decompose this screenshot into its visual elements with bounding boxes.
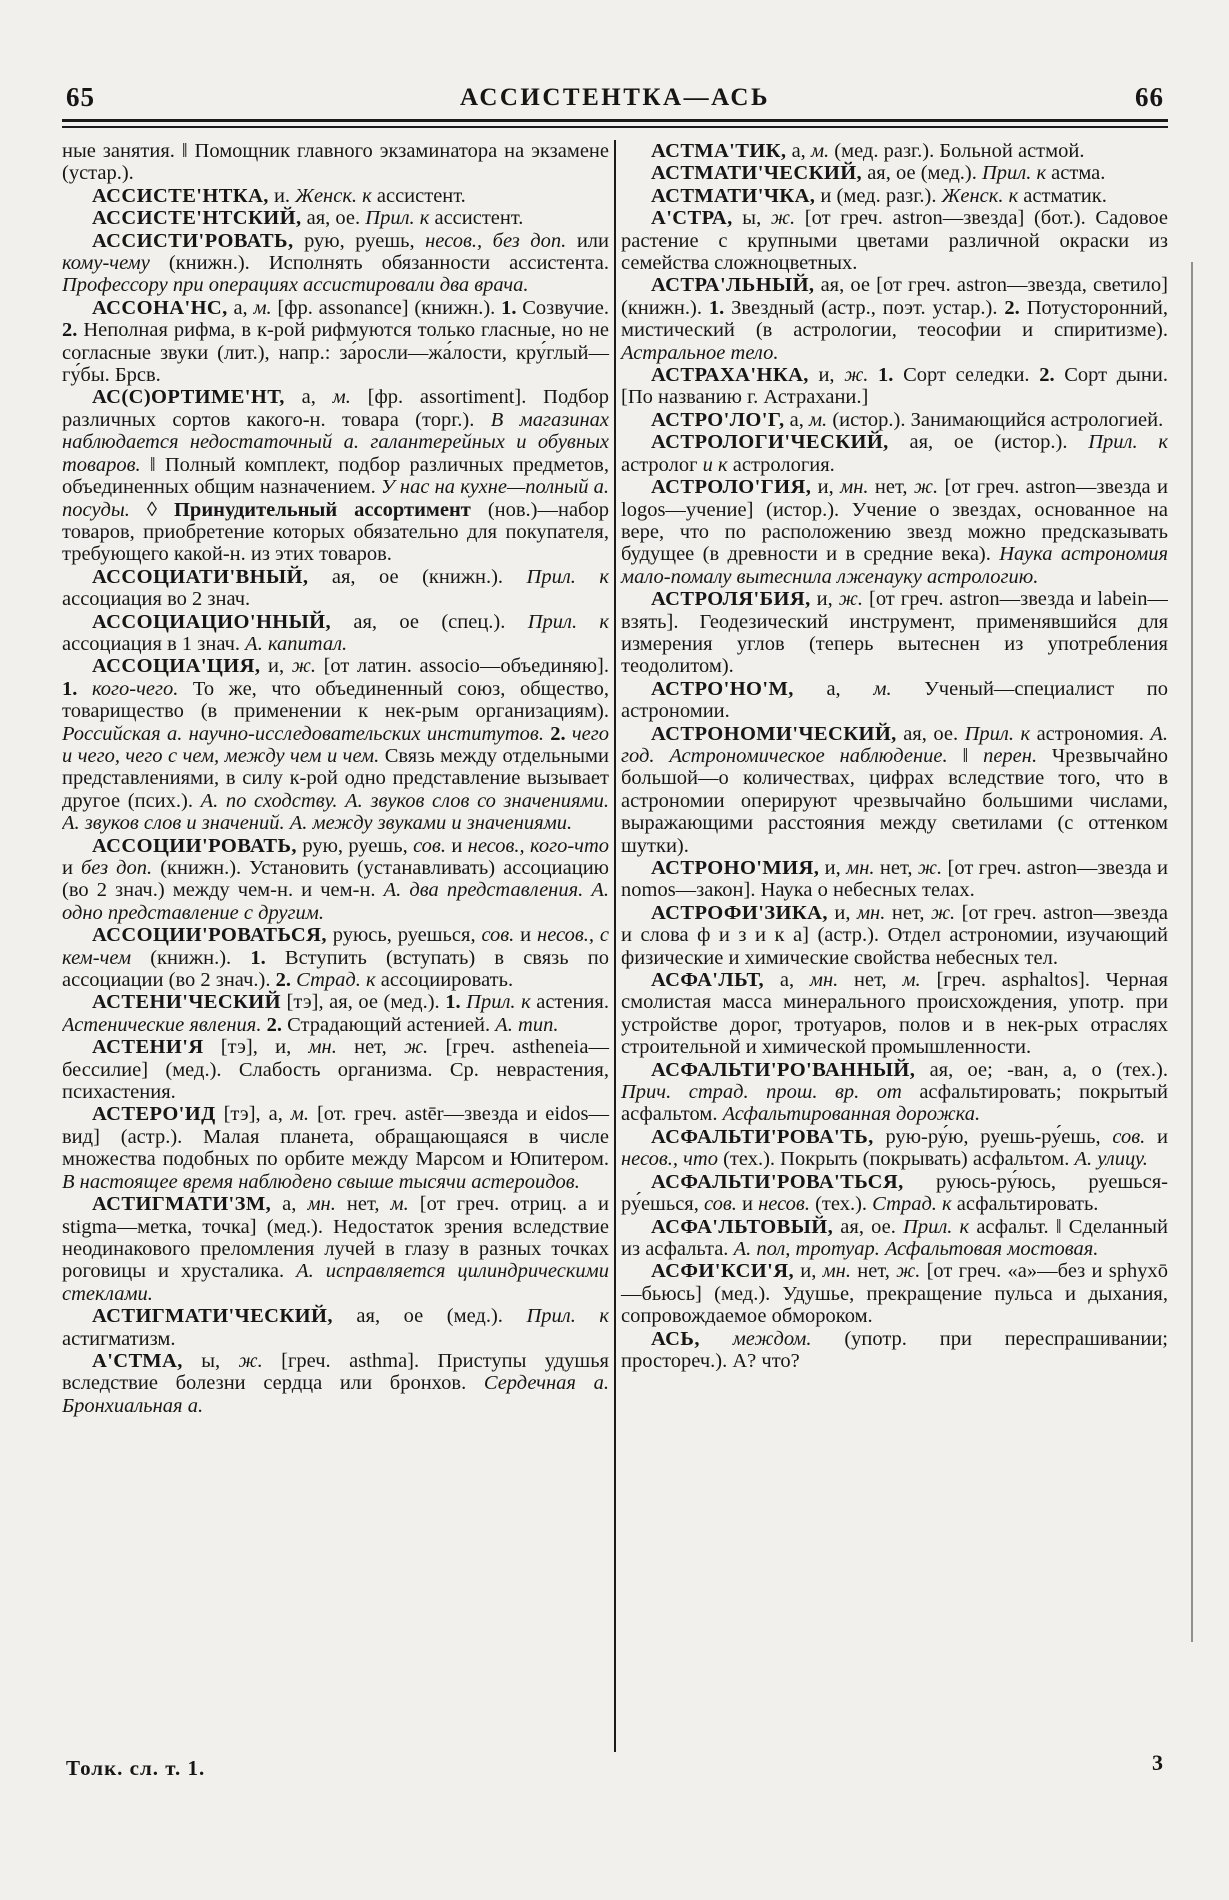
text-run: [от греч. отриц. а и stigma—метка, точка] (мед.). Недостаток зрения вследствие неодинакового преломления лучей в глазу в разных точках роговицы и хрусталика.	[62, 1193, 609, 1283]
text-run: ‖ Полный комплект, подбор различных предметов, объединенных общим назначением.	[62, 453, 609, 499]
text-run: руюсь-ру́юсь, руешься-ру́ешься,	[621, 1170, 1168, 1216]
text-run: (употр. при переспрашивании; простореч.). А? что?	[621, 1327, 1168, 1372]
text-run: [от латин. associo—объединяю].	[315, 655, 609, 678]
text-run: А. пол, тротуар. Асфальтовая мостовая.	[733, 1237, 1099, 1260]
dictionary-entry	[62, 297, 609, 387]
text-run: м.	[808, 408, 828, 431]
text-run: ассистент.	[429, 207, 524, 230]
headword: АСТРОНОМИ'ЧЕСКИЙ,	[651, 722, 897, 745]
text-run: мн.	[809, 969, 839, 992]
text-run: У нас на кухне—полный а. посуды.	[62, 476, 609, 521]
dictionary-entry	[621, 857, 1168, 902]
dictionary-entry	[62, 991, 609, 1036]
text-run: сов.	[481, 924, 515, 947]
text-run: Чрезвычайно большой—о количествах, цифрах вследствие того, что в астрономии оперируют чрезвычайно большими числами, выражающими расстояния между светилами (с оттенком шутки).	[621, 744, 1168, 857]
text-run: Страд. к	[872, 1193, 952, 1216]
dictionary-entry	[621, 185, 1168, 207]
scan-artifact-line	[1191, 262, 1193, 1642]
text-run: (книжн.). Исполнять обязанности ассистента.	[149, 252, 609, 275]
text-run: ж.	[838, 588, 863, 611]
text-run: [тэ], а,	[215, 1103, 291, 1126]
text-run: асфальтировать; покрытый асфальтом.	[621, 1081, 1168, 1126]
text-run: Ученый—специалист по астрономии.	[621, 677, 1168, 723]
text-run: Неполная рифма, в к-рой рифмуются только гласные, но не согласные звуки (лит.), напр.: за́росли—жа́лости, кру́глый—гу́бы. Брсв.	[62, 319, 609, 387]
dictionary-entry	[62, 1193, 609, 1305]
text-run: 2.	[62, 319, 78, 342]
page-number-left: 65	[66, 82, 95, 112]
dictionary-entry	[621, 364, 1168, 409]
text-run: ные занятия. ‖ Помощник главного экзаминатора на экзамене (устар.).	[62, 140, 609, 185]
dictionary-entry	[62, 1103, 609, 1193]
dictionary-entry	[62, 1350, 609, 1417]
text-run: [от греч. astron—звезда] (бот.). Садовое растение с крупными цветами различной окраски из семейства сложноцветных.	[621, 207, 1168, 275]
text-run: астролог	[621, 453, 703, 476]
text-run: [греч. astheneia—бессилие] (мед.). Слабость организма. Ср. неврастения, психастения.	[62, 1036, 609, 1104]
headword: АССОЦИИ'РОВАТЬСЯ,	[92, 924, 327, 947]
headword: АСТРОФИ'ЗИКА,	[651, 901, 828, 924]
dictionary-entry	[62, 566, 609, 611]
text-run: и	[445, 834, 468, 857]
text-run: м.	[290, 1103, 309, 1126]
text-run: 1.	[445, 991, 461, 1014]
text-run: ая, ое.	[896, 722, 965, 745]
dictionary-entry	[621, 162, 1168, 184]
text-run: а,	[227, 296, 254, 319]
text-run: ◊	[129, 498, 174, 521]
text-run: А. два представления. А. одно представление с другим.	[62, 879, 610, 924]
text-run: То же, что объединенный союз, общество, товарищество (в применении к нек-рым организациям).	[62, 677, 609, 723]
text-run: мн.	[822, 1260, 851, 1283]
text-run: мн.	[846, 857, 875, 879]
headword: АСТЕНИ'ЧЕСКИЙ	[92, 991, 281, 1014]
text-run: ы,	[732, 207, 771, 230]
text-run: ассоциация во 2 знач.	[62, 588, 251, 611]
headword: АСФАЛЬТИ'РО'ВАННЫЙ,	[651, 1058, 916, 1081]
text-run: ‖	[947, 744, 984, 767]
text-run: а,	[284, 386, 333, 409]
text-run: и,	[808, 364, 845, 387]
text-run: Сердечная а. Бронхиальная а.	[62, 1372, 609, 1417]
text-run: астма.	[1046, 162, 1106, 185]
text-run: (мед. разг.). Больной астмой.	[829, 140, 1085, 162]
text-run: сов.	[703, 1193, 737, 1216]
dictionary-entry	[62, 230, 609, 297]
text-run: а,	[793, 677, 874, 700]
text-run: Российская а. научно-исследовательских институтов.	[62, 722, 544, 745]
continuation-paragraph	[62, 140, 609, 185]
text-run: а,	[764, 969, 810, 992]
text-run: ая, ое (истор.).	[888, 431, 1089, 454]
header-title: АССИСТЕНТКА—АСЬ	[460, 84, 770, 111]
text-run: м.	[810, 140, 830, 162]
text-run: Асфальтированная дорожка.	[722, 1103, 981, 1126]
text-run: В настоящее время наблюдено свыше тысячи астероидов.	[62, 1170, 580, 1193]
header-double-rule	[62, 119, 1168, 128]
text-run: ж.	[917, 857, 943, 879]
headword: АСТРОЛЯ'БИЯ,	[651, 588, 811, 611]
headword: АССОЦИА'ЦИЯ,	[92, 655, 261, 678]
text-run: А. исправляется цилиндрическими стеклами.	[62, 1260, 610, 1305]
text-run: ж.	[896, 1260, 921, 1283]
text-run: астигматизм.	[62, 1327, 176, 1350]
text-run: междом.	[732, 1327, 812, 1350]
dictionary-entry	[621, 1328, 1168, 1373]
dictionary-entry	[62, 611, 609, 656]
text-run: 2.	[275, 969, 291, 992]
dictionary-entry	[621, 476, 1168, 588]
text-run: 2.	[1039, 364, 1055, 387]
text-run: ая, ое [от греч. astron—звезда, светило] (книжн.).	[621, 274, 1168, 319]
headword: АСФА'ЛЬТОВЫЙ,	[651, 1215, 834, 1238]
dictionary-entry	[621, 902, 1168, 969]
text-run: Принудительный ассортимент	[173, 498, 471, 521]
column-divider	[614, 140, 616, 1752]
dictionary-entry	[621, 588, 1168, 678]
text-run: [фр. assonance] (книжн.).	[271, 296, 502, 319]
dictionary-entry	[621, 409, 1168, 431]
headword: АСТЕНИ'Я	[92, 1036, 204, 1059]
dictionary-entry	[621, 274, 1168, 364]
text-run: Астенические явления.	[62, 1013, 262, 1036]
text-run: и,	[810, 588, 839, 611]
text-run: ая, ое; -ван, а, о (тех.).	[915, 1058, 1168, 1081]
text-run: ая, ое.	[301, 207, 366, 230]
text-run: астения.	[530, 991, 609, 1014]
text-run: несов.	[758, 1193, 810, 1216]
text-run: несов., с кем-чем	[62, 924, 609, 969]
text-run: и,	[827, 901, 857, 924]
text-run: Связь между отдельными представлениями, в силу к-рой одно представление вызывает другое (псих.).	[62, 744, 609, 812]
headword: АССОЦИАТИ'ВНЫЙ,	[92, 565, 309, 588]
text-run: ж.	[238, 1349, 263, 1372]
dictionary-entry	[621, 969, 1168, 1059]
text-run: нет,	[850, 1260, 897, 1283]
text-run: Женск. к	[295, 184, 372, 207]
headword: АСТРО'НО'М,	[651, 677, 794, 700]
text-run: кого-чего.	[77, 677, 179, 700]
text-run: Вступить (вступать) в связь по ассоциации (во 2 знач.).	[62, 946, 609, 992]
headword: АССОЦИИ'РОВАТЬ,	[92, 834, 297, 857]
headword: АССИСТЕ'НТКА,	[92, 184, 269, 207]
text-run: и	[1145, 1125, 1168, 1148]
text-run: перен.	[983, 744, 1038, 767]
text-run: ая, ое (книжн.).	[308, 565, 527, 588]
text-run: рую-ру́ю, руешь-ру́ешь,	[873, 1125, 1113, 1148]
headword: АСФИ'КСИ'Я,	[651, 1260, 794, 1283]
text-run: [от. греч. astēr—звезда и eidos—вид] (астр.). Малая планета, обращающаяся в числе множества подобных по орбите между Марсом и Юпитером.	[62, 1103, 609, 1171]
text-run: и (мед. разг.).	[815, 184, 942, 207]
dictionary-entry	[62, 1036, 609, 1103]
text-run: ая, ое.	[833, 1215, 904, 1238]
text-run: А. капитал.	[245, 632, 348, 655]
text-run: (нов.)—набор товаров, приобретение которых обязательно для покупателя, требующего какой-н. из этих товаров.	[62, 498, 609, 566]
headword: АСЬ,	[651, 1327, 700, 1350]
headword: АСТЕРО'ИД	[92, 1103, 216, 1126]
text-run: ж.	[913, 476, 939, 499]
text-run: рую, руешь,	[296, 834, 414, 857]
right-column	[621, 140, 1168, 1752]
text-run: и,	[811, 476, 841, 499]
headword: АССИСТЕ'НТСКИЙ,	[92, 207, 302, 230]
headword: АСТМАТИ'ЧКА,	[651, 184, 816, 207]
text-run: А. тип.	[495, 1013, 559, 1036]
text-run: [от греч. astron—звезда и labein—взять]. Геодезический инструмент, применявшийся для измерения углов (теперь вытеснен из употребления теодолитом).	[621, 588, 1168, 678]
text-run: астматик.	[1018, 184, 1107, 207]
text-run: а,	[784, 408, 809, 431]
text-run: чего и чего, чего с чем, между чем и чем.	[62, 722, 609, 767]
text-run: м.	[902, 969, 921, 992]
text-run: Наука астрономия мало-помалу вытеснила лженауку астрологию.	[621, 543, 1168, 588]
headword: АССИСТИ'РОВАТЬ,	[92, 229, 294, 252]
text-run: Прил. к	[1088, 431, 1168, 454]
dictionary-entry	[621, 1216, 1168, 1261]
dictionary-entry	[621, 207, 1168, 274]
footer-sheet-number: 3	[1152, 1750, 1163, 1775]
text-run: или	[566, 229, 609, 252]
text-run: 1.	[501, 296, 517, 319]
text-run: мн.	[307, 1193, 336, 1216]
text-run: Прил. к	[527, 610, 609, 633]
text-run: 2.	[266, 1013, 282, 1036]
text-run: Страд. к	[296, 969, 376, 992]
text-run: нет,	[838, 969, 903, 992]
text-run: а,	[786, 140, 811, 162]
text-run: и,	[260, 655, 292, 678]
text-run: асфальтировать.	[951, 1193, 1099, 1216]
dictionary-entry	[62, 924, 609, 991]
text-run: Сорт селедки.	[893, 364, 1040, 387]
text-run: асфальт. ‖ Сделанный из асфальта.	[621, 1215, 1168, 1260]
dictionary-entry	[62, 835, 609, 925]
text-run: [от греч. astron—звезда и слова ф и з и к а] (астр.). Отдел астрономии, изучающий физические и химические свойства небесных тел.	[621, 901, 1168, 969]
text-run: 1.	[250, 946, 266, 969]
text-run: и к	[702, 453, 728, 476]
text-run: Астральное тело.	[621, 341, 779, 364]
text-run: нет,	[335, 1193, 391, 1216]
text-run: ж.	[770, 207, 796, 230]
text-run: Созвучие.	[516, 296, 609, 319]
text-run: ассистент.	[371, 184, 466, 207]
footer-volume-label: Толк. сл. т. 1.	[66, 1756, 206, 1780]
text-run: 1.	[62, 677, 78, 700]
text-run: и	[736, 1193, 759, 1216]
text-run: нет,	[874, 857, 918, 879]
headword: АСТРОЛО'ГИЯ,	[651, 476, 812, 499]
text-run: (тех.). Покрыть (покрывать) асфальтом.	[717, 1148, 1075, 1171]
text-run: а,	[271, 1193, 308, 1216]
text-run: [от греч. «а»—без и sphyxō—бьюсь] (мед.). Удушье, прекращение пульса и дыхания, сопровождаемое обмороком.	[621, 1260, 1168, 1328]
dictionary-entry	[621, 140, 1168, 162]
text-run: (тех.).	[809, 1193, 873, 1216]
dictionary-entry	[621, 431, 1168, 476]
text-run: (истор.). Занимающийся астрологией.	[827, 408, 1164, 431]
page-header	[62, 82, 1168, 114]
text-run: и,	[819, 857, 847, 879]
text-run: ассоциировать.	[375, 969, 514, 992]
text-run: [от греч. astron—звезда и nomos—закон]. Наука о небесных телах.	[621, 857, 1168, 902]
text-run: м.	[873, 677, 892, 700]
text-run: Сорт дыни. [По названию г. Астрахани.]	[621, 364, 1168, 409]
headword: АССОНА'НС,	[92, 296, 228, 319]
text-run: ассоциация в 1 знач.	[62, 632, 246, 655]
text-run: ы,	[182, 1349, 239, 1372]
text-run: А. улицу.	[1074, 1148, 1148, 1171]
headword: АСТИГМАТИ'ЧЕСКИЙ,	[92, 1305, 333, 1328]
headword: АССОЦИАЦИО'ННЫЙ,	[92, 610, 332, 633]
text-run: 2.	[550, 722, 566, 745]
text-run: мн.	[308, 1036, 337, 1059]
headword: АСТРОНО'МИЯ,	[651, 857, 820, 879]
headword: АСФАЛЬТИ'РОВА'ТЬСЯ,	[651, 1170, 904, 1193]
text-run: ж.	[844, 364, 869, 387]
text-run: сов.	[1112, 1125, 1146, 1148]
headword: АСТРАХА'НКА,	[651, 364, 809, 387]
headword: АСФАЛЬТИ'РОВА'ТЬ,	[651, 1125, 874, 1148]
text-run: ж.	[291, 655, 316, 678]
text-run: ая, ое (мед.).	[332, 1305, 527, 1328]
text-run: несов., что	[621, 1148, 718, 1171]
headword: АСТРА'ЛЬНЫЙ,	[651, 274, 815, 297]
text-run: астрономия.	[1030, 722, 1151, 745]
text-run: Профессору при операциях ассистировали два врача.	[62, 274, 529, 297]
text-run: ая, ое (мед.).	[862, 162, 982, 185]
text-run: рую, руешь,	[293, 229, 426, 252]
headword: АСТРОЛОГИ'ЧЕСКИЙ,	[651, 431, 889, 454]
dictionary-entry	[621, 1171, 1168, 1216]
headword: АСТИГМАТИ'ЗМ,	[92, 1193, 272, 1216]
text-run: несов., кого-что	[467, 834, 609, 857]
headword: АСТМА'ТИК,	[651, 140, 787, 162]
text-run: Потусторонний, мистический (в астрологии, теософии и спиритизме).	[621, 296, 1168, 342]
headword: АС(С)ОРТИМЕ'НТ,	[92, 386, 285, 409]
text-run: несов., без доп.	[425, 229, 567, 252]
text-run: [греч. asthma]. Приступы удушья вследствие болезни сердца или бронхов.	[62, 1349, 609, 1395]
dictionary-entry	[621, 1059, 1168, 1126]
dictionary-entry	[621, 1126, 1168, 1171]
text-run: В магазинах наблюдается недостаточный а. галантерейных и обувных товаров.	[62, 408, 609, 476]
dictionary-entry	[62, 185, 609, 207]
text-run: и,	[793, 1260, 823, 1283]
text-run: мн.	[856, 901, 886, 924]
text-run: Прич. страд. прош. вр. от	[621, 1081, 902, 1104]
text-run: [греч. asphaltos]. Черная смолистая масса минерального происхождения, употр. при устройстве дорог, тротуаров, полов и в нек-рых отраслях строительной и химической промышленности.	[621, 969, 1168, 1059]
text-run: Звездный (астр., поэт. устар.).	[724, 296, 1005, 319]
text-run: А. год. Астрономическое наблюдение.	[621, 722, 1168, 767]
headword: А'СТРА,	[651, 207, 733, 230]
text-run: сов.	[413, 834, 446, 857]
text-run: Прил. к	[526, 1305, 609, 1328]
text-run: [от греч. astron—звезда и logos—учение] (истор.). Учение о звездах, основанное на вере, что по расположению звезд можно предсказывать будущее (в древности и в средние века).	[621, 476, 1168, 566]
dictionary-entry	[62, 1305, 609, 1350]
text-run: 2.	[1004, 296, 1020, 319]
text-run: Прил. к	[526, 565, 609, 588]
text-run: нет,	[868, 476, 914, 499]
text-run: нет,	[336, 1036, 404, 1059]
text-run: ж.	[403, 1036, 429, 1059]
text-run: м.	[390, 1193, 409, 1216]
text-run: мн.	[840, 476, 869, 499]
text-run: без доп.	[81, 857, 153, 879]
text-run: А. по сходству. А. звуков слов со значениями. А. звуков слов и значений. А. между звуками и значениями.	[62, 789, 609, 835]
text-run: нет,	[885, 901, 931, 924]
text-run: Прил. к	[964, 722, 1031, 745]
text-run: ж.	[930, 901, 956, 924]
headword: А'СТМА,	[92, 1349, 183, 1372]
text-run: ая, ое (спец.).	[331, 610, 528, 633]
dictionary-entry	[62, 207, 609, 229]
dictionary-entry	[621, 723, 1168, 857]
text-run: Прил. к	[466, 991, 531, 1014]
text-run: Женск. к	[941, 184, 1019, 207]
text-run: кому-чему	[62, 252, 150, 275]
text-run: Страдающий астенией.	[281, 1013, 496, 1036]
headword: АСТМАТИ'ЧЕСКИЙ,	[651, 162, 863, 185]
text-run: астрология.	[727, 453, 835, 476]
text-run: Прил. к	[365, 207, 430, 230]
page-number-right: 66	[1135, 82, 1164, 112]
headword: АСФА'ЛЬТ,	[651, 969, 765, 992]
text-run: 1.	[878, 364, 894, 387]
text-run: Прил. к	[903, 1215, 970, 1238]
text-columns	[62, 140, 1168, 1752]
text-run	[868, 364, 878, 386]
dictionary-entry	[62, 386, 609, 565]
text-run: м.	[253, 296, 272, 319]
dictionary-entry	[621, 1260, 1168, 1327]
dictionary-entry	[62, 655, 609, 834]
left-column	[62, 140, 609, 1752]
text-run: Прил. к	[981, 162, 1047, 185]
text-run: руюсь, руешься,	[326, 924, 482, 947]
text-run: м.	[332, 386, 351, 409]
text-run	[700, 1328, 733, 1350]
text-run: [тэ], ая, ое (мед.).	[281, 991, 446, 1014]
headword: АСТРО'ЛО'Г,	[651, 408, 785, 431]
text-run: и.	[268, 184, 296, 207]
text-run: [тэ], и,	[203, 1036, 309, 1059]
text-run: и	[514, 924, 538, 947]
text-run: (книжн.). Установить (устанавливать) ассоциацию (во 2 знач.) между чем-н. и чем-н.	[62, 857, 609, 902]
text-run: и	[62, 857, 81, 879]
text-run: [фр. assortiment]. Подбор различных сортов какого-н. товара (торг.).	[62, 386, 609, 431]
text-run: (книжн.).	[131, 946, 251, 969]
text-run: 1.	[708, 296, 725, 319]
dictionary-entry	[621, 678, 1168, 723]
